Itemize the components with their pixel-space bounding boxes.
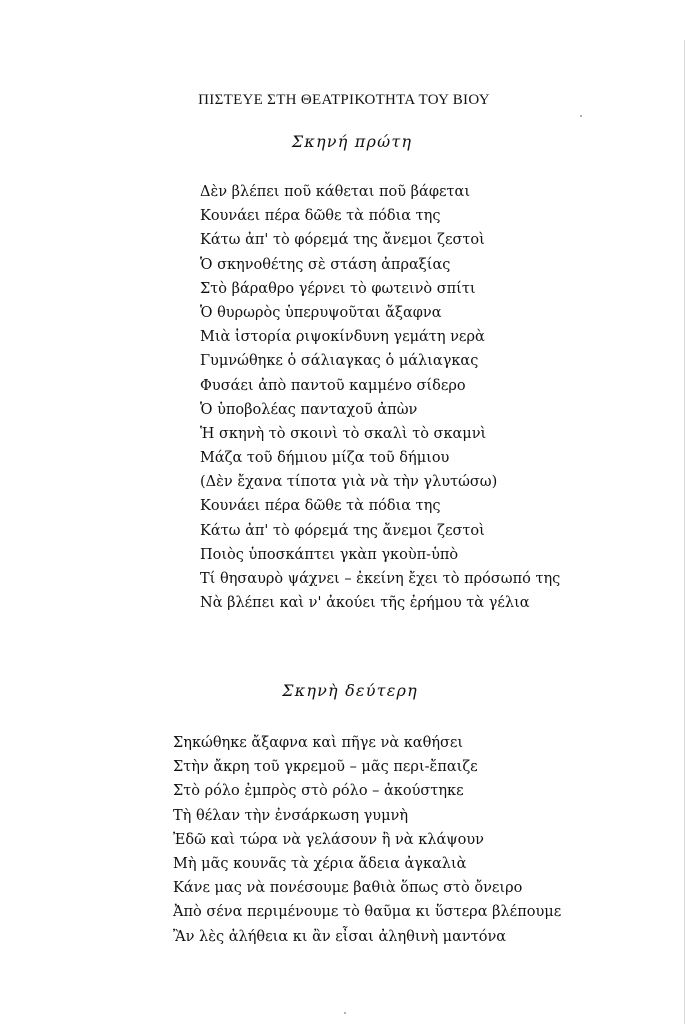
poem-line: Κουνάει πέρα δῶθε τὰ πόδια της xyxy=(200,498,441,515)
poem-line: Φυσάει ἀπὸ παντοῦ καμμένο σίδερο xyxy=(200,377,466,394)
poem-line: Στὴν ἄκρη τοῦ γκρεμοῦ – μᾶς περι-ἔπαιζε xyxy=(173,759,478,776)
speck xyxy=(580,115,582,117)
poem-line: Τί θησαυρὸ ψάχνει – ἐκείνη ἔχει τὸ πρόσωπό της xyxy=(200,571,561,587)
poem-line: Στὸ βάραθρο γέρνει τὸ φωτεινὸ σπίτι xyxy=(200,280,476,297)
poem-line: Μιὰ ἱστορία ριψοκίνδυνη γεμάτη νερὰ xyxy=(200,329,485,346)
poem-line: Γυμνώθηκε ὁ σάλιαγκας ὁ μάλιαγκας xyxy=(200,353,479,370)
poem-line: Μάζα τοῦ δήμιου μίζα τοῦ δήμιου xyxy=(200,450,450,467)
poem-line: Ἐδῶ καὶ τώρα νὰ γελάσουν ἢ νὰ κλάψουν xyxy=(173,831,484,848)
speck xyxy=(344,1012,346,1014)
poem-line: Ἀπὸ σένα περιμένουμε τὸ θαῦμα κι ὕστερα βλέπουμε xyxy=(173,904,562,921)
scene-1-heading: Σκηνή πρώτη xyxy=(291,132,413,151)
poem-line: Ὁ θυρωρὸς ὑπερυψοῦται ἄξαφνα xyxy=(200,304,442,321)
poem-line: Ποιὸς ὑποσκάπτει γκὰπ γκοὺπ-ὑπὸ xyxy=(200,546,459,563)
poem-line: Τὴ θέλαν τὴν ἐνσάρκωση γυμνὴ xyxy=(173,807,409,824)
poem-line: Ἂν λὲς ἀλήθεια κι ἂν εἶσαι ἀληθινὴ μαντόνα xyxy=(173,928,507,945)
poem-line: (Δὲν ἔχανα τίποτα γιὰ νὰ τὴν γλυτώσω) xyxy=(200,474,498,491)
poem-line: Ὁ σκηνοθέτης σὲ στάση ἀπραξίας xyxy=(200,256,451,273)
poem-line: Σηκώθηκε ἄξαφνα καὶ πῆγε νὰ καθήσει xyxy=(173,735,464,751)
poem-line: Κάτω ἀπ' τὸ φόρεμά της ἄνεμοι ζεστοὶ xyxy=(200,232,485,249)
poem-line: Στὸ ρόλο ἐμπρὸς στὸ ρόλο – ἀκούστηκε xyxy=(173,783,464,800)
poem-line: Κουνάει πέρα δῶθε τὰ πόδια της xyxy=(200,208,441,225)
page-edge-line xyxy=(684,40,685,1024)
poem-line: Δὲν βλέπει ποῦ κάθεται ποῦ βάφεται xyxy=(200,184,471,200)
poem-title: ΠΙΣΤΕΥΕ ΣΤΗ ΘΕΑΤΡΙΚΟΤΗΤΑ ΤΟΥ ΒΙΟΥ xyxy=(198,92,490,108)
poem-line: Κάνε μας νὰ πονέσουμε βαθιὰ ὅπως στὸ ὄνειρο xyxy=(173,880,523,897)
scene-2-stanza xyxy=(173,731,561,949)
poem-line: Κάτω ἀπ' τὸ φόρεμά της ἄνεμοι ζεστοὶ xyxy=(200,522,485,539)
poem-line: Νὰ βλέπει καὶ ν' ἀκούει τῆς ἐρήμου τὰ γέλια xyxy=(200,595,530,612)
poem-line: Ἡ σκηνὴ τὸ σκοινὶ τὸ σκαλὶ τὸ σκαμνὶ xyxy=(200,425,487,442)
scene-2-heading: Σκηνὴ δεύτερη xyxy=(282,681,418,700)
poem-line: Ὁ ὑποβολέας πανταχοῦ ἀπὼν xyxy=(200,401,418,418)
scene-1-stanza xyxy=(200,180,560,615)
poem-line: Μὴ μᾶς κουνᾶς τὰ χέρια ἄδεια ἀγκαλιὰ xyxy=(173,855,467,872)
